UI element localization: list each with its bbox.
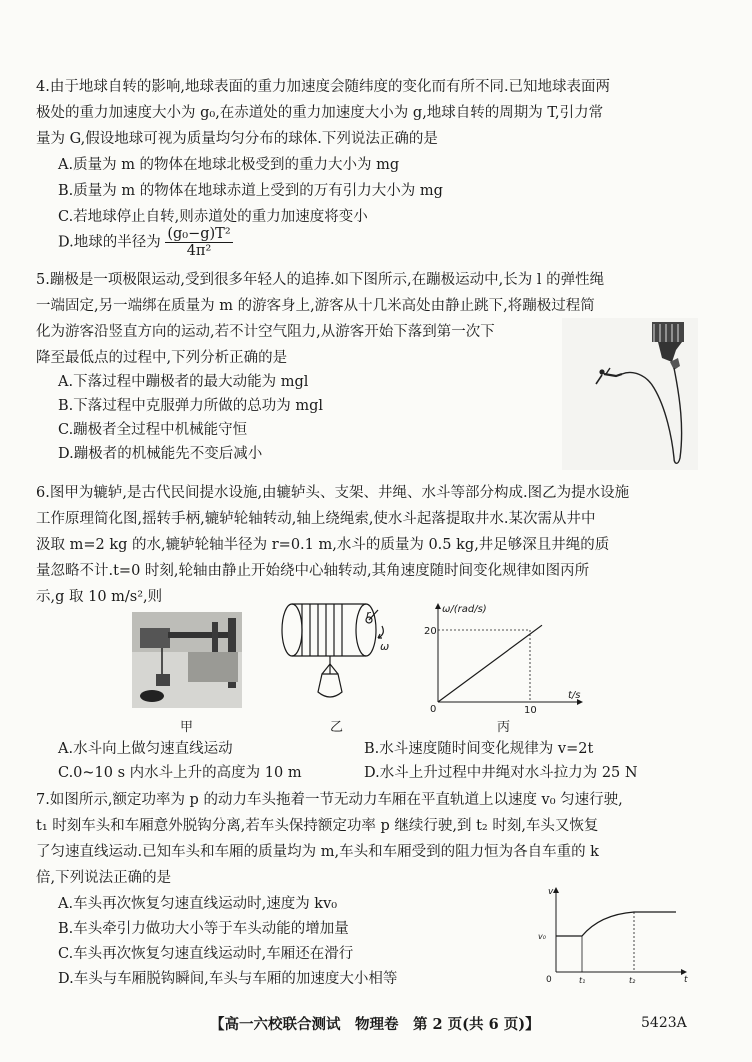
q6-line2: 工作原理简化图,摇转手柄,辘轳轮轴转动,轴上绕绳索,使水斗起落提取井水.某次需从井中 xyxy=(36,511,596,527)
q5-line3: 化为游客沿竖直方向的运动,若不计空气阻力,从游客开始下落到第一次下 xyxy=(36,324,495,340)
q4-line2: 极处的重力加速度大小为 g₀,在赤道处的重力加速度大小为 g,地球自转的周期为 T,引力常 xyxy=(36,105,604,121)
q4-option-b: B.质量为 m 的物体在地球赤道上受到的万有引力大小为 mg xyxy=(58,183,443,199)
omega-label: ω xyxy=(380,640,390,653)
q4-option-d-denominator: 4π² xyxy=(186,243,212,259)
q7-option-d: D.车头与车厢脱钩瞬间,车头与车厢的加速度大小相等 xyxy=(58,971,398,987)
q4-line3: 量为 G,假设地球可视为质量均匀分布的球体.下列说法正确的是 xyxy=(36,131,438,147)
chart-vt-xlabel: t xyxy=(684,975,688,985)
q7-line1: 7.如图所示,额定功率为 p 的动力车头拖着一节无动力车厢在平直轨道上以速度 v₀ 匀速行驶, xyxy=(36,792,623,808)
q6-option-d: D.水斗上升过程中井绳对水斗拉力为 25 N xyxy=(364,765,638,781)
q7-line2: t₁ 时刻车头和车厢意外脱钩分离,若车头保持额定功率 p 继续行驶,到 t₂ 时刻,车头又恢复 xyxy=(36,818,599,834)
q5-line4: 降至最低点的过程中,下列分析正确的是 xyxy=(36,350,288,366)
exam-code: 5423A xyxy=(641,1015,687,1031)
bungee-photo xyxy=(562,318,698,470)
q6-option-b: B.水斗速度随时间变化规律为 v=2t xyxy=(364,741,594,757)
chart-vt-ylabel: v xyxy=(548,887,554,897)
chart-vt-x-tick-t1: t₁ xyxy=(579,976,586,985)
q6-line3: 汲取 m=2 kg 的水,辘轳轮轴半径为 r=0.1 m,水斗的质量为 0.5 kg,井足够深且井绳的质 xyxy=(36,537,610,553)
q7-option-a: A.车头再次恢复匀速直线运动时,速度为 kv₀ xyxy=(58,896,338,912)
figure-jia-caption: 甲 xyxy=(180,720,194,735)
chart-vt-curve xyxy=(556,912,676,936)
chart-vt-origin: 0 xyxy=(546,975,552,985)
q4-line1: 4.由于地球自转的影响,地球表面的重力加速度会随纬度的变化而有所不同.已知地球表面两 xyxy=(36,79,611,95)
q6-option-c: C.0~10 s 内水斗上升的高度为 10 m xyxy=(58,765,302,781)
q4-option-c: C.若地球停止自转,则赤道处的重力加速度将变小 xyxy=(58,209,368,225)
q5-line2: 一端固定,另一端绑在质量为 m 的游客身上,游客从十几米高处由静止跳下,将蹦极过程简 xyxy=(36,298,595,314)
radius-label: r xyxy=(366,608,371,621)
chart-bing-xlabel: t/s xyxy=(568,690,581,701)
chart-bing-x-tick: 10 xyxy=(524,705,537,714)
q6-line4: 量忽略不计.t=0 时刻,轮轴由静止开始绕中心轴转动,其角速度随时间变化规律如图丙所 xyxy=(36,563,590,579)
q6-line5: 示,g 取 10 m/s²,则 xyxy=(36,589,163,605)
windlass-diagram xyxy=(268,600,408,712)
q7-option-b: B.车头牵引力做功大小等于车头动能的增加量 xyxy=(58,921,349,937)
q4-option-d-numerator: (g₀−g)T² xyxy=(167,226,231,242)
q7-line4: 倍,下列说法正确的是 xyxy=(36,870,172,886)
q4-option-d-prefix: D.地球的半径为 xyxy=(58,234,161,251)
q5-line1: 5.蹦极是一项极限运动,受到很多年轻人的追捧.如下图所示,在蹦极运动中,长为 l 的弹性绳 xyxy=(36,272,605,288)
q6-option-a: A.水斗向上做匀速直线运动 xyxy=(58,741,233,757)
q4-option-d-fraction xyxy=(165,226,232,259)
q7-line3: 了匀速直线运动.已知车头和车厢的质量均为 m,车头和车厢受到的阻力恒为各自车重的 k xyxy=(36,844,599,860)
chart-bing-y-tick: 20 xyxy=(424,626,437,637)
q4-option-a: A.质量为 m 的物体在地球北极受到的重力大小为 mg xyxy=(58,157,400,173)
q5-option-b: B.下落过程中克服弹力所做的总功为 mgl xyxy=(58,398,324,414)
chart-vt-y-tick-v0: v₀ xyxy=(538,932,546,941)
chart-bing-origin: 0 xyxy=(430,704,437,714)
chart-bing-series-line xyxy=(438,625,542,702)
page-footer: 【高一六校联合测试 物理卷 第 2 页(共 6 页)】 xyxy=(210,1016,540,1033)
q7-option-c: C.车头再次恢复匀速直线运动时,车厢还在滑行 xyxy=(58,946,354,962)
q5-option-c: C.蹦极者全过程中机械能守恒 xyxy=(58,422,248,438)
figure-yi-caption: 乙 xyxy=(330,720,344,735)
omega-time-chart xyxy=(422,598,592,714)
q6-line1: 6.图甲为辘轳,是古代民间提水设施,由辘轳头、支架、井绳、水斗等部分构成.图乙为提水设施 xyxy=(36,485,630,501)
velocity-time-chart xyxy=(536,884,696,986)
q5-option-d: D.蹦极者的机械能先不变后减小 xyxy=(58,446,263,462)
figure-bing-caption: 丙 xyxy=(497,720,511,735)
chart-vt-x-tick-t2: t₂ xyxy=(629,976,636,985)
q4-option-d xyxy=(58,226,233,259)
windlass-photo xyxy=(132,612,242,708)
chart-bing-ylabel: ω/(rad/s) xyxy=(442,604,487,615)
q5-option-a: A.下落过程中蹦极者的最大动能为 mgl xyxy=(58,374,309,390)
